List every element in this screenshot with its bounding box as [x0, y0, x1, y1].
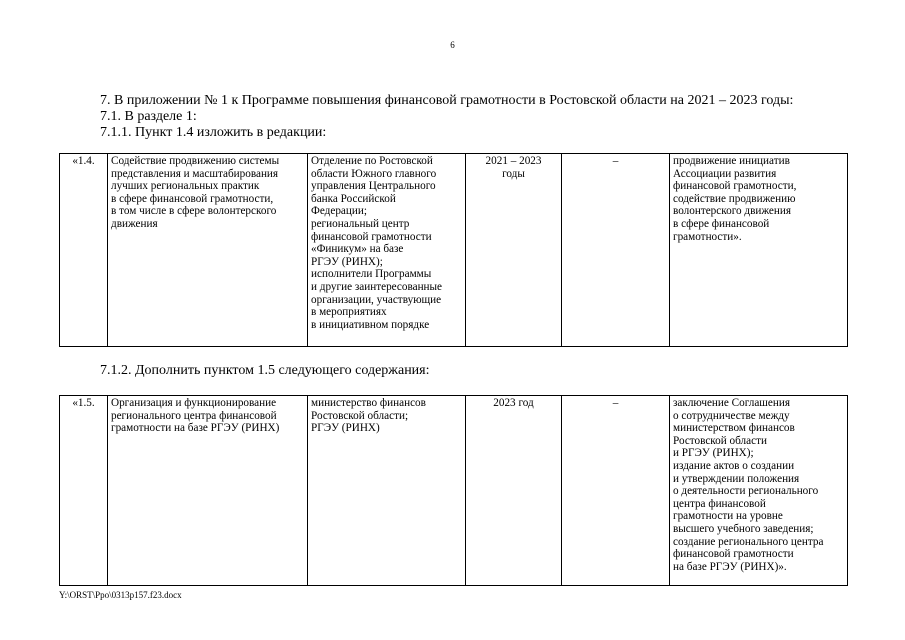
- paragraph-7-1-2: 7.1.2. Дополнить пунктом 1.5 следующего содержания:: [100, 363, 430, 378]
- finance-cell: –: [562, 154, 670, 347]
- activity-cell: Содействие продвижению системы представления и масштабирования лучших региональных практик в сфере финансовой грамотности, в том числе в сфере волонтерского движения: [108, 154, 308, 347]
- executors-cell: Отделение по Ростовской области Южного главного управления Центрального банка Российской Федерации; региональный центр финансовой грамотности «Финикум» на базе РГЭУ (РИНХ); исполнители Программы и другие заинтересованные организации, участвующие в мероприятиях в инициативном порядке: [308, 154, 466, 347]
- activity-cell: Организация и функционирование регионального центра финансовой грамотности на базе РГЭУ (РИНХ): [108, 396, 308, 586]
- period-cell: 2023 год: [466, 396, 562, 586]
- page-number: 6: [450, 40, 455, 50]
- paragraph-7: 7. В приложении № 1 к Программе повышения финансовой грамотности в Ростовской области на 2021 – 2023 годы:: [100, 93, 794, 108]
- result-cell: продвижение инициатив Ассоциации развития финансовой грамотности, содействие продвижению волонтерского движения в сфере финансовой грамотности».: [670, 154, 848, 347]
- paragraph-7-1: 7.1. В разделе 1:: [100, 109, 197, 124]
- executors-cell: министерство финансов Ростовской области; РГЭУ (РИНХ): [308, 396, 466, 586]
- result-cell: заключение Соглашения о сотрудничестве между министерством финансов Ростовской области и РГЭУ (РИНХ); издание актов о создании и утверждении положения о деятельности регионального центра финансовой грамотности на уровне высшего учебного заведения; создание регионального центра финансовой грамотности на базе РГЭУ (РИНХ)».: [670, 396, 848, 586]
- table-item-1-4: [59, 153, 848, 347]
- period-cell: 2021 – 2023 годы: [466, 154, 562, 347]
- item-number: «1.5.: [60, 396, 108, 586]
- item-number: «1.4.: [60, 154, 108, 347]
- finance-cell: –: [562, 396, 670, 586]
- table-row: [60, 396, 848, 586]
- paragraph-7-1-1: 7.1.1. Пункт 1.4 изложить в редакции:: [100, 125, 327, 140]
- table-item-1-5: [59, 395, 848, 586]
- table-row: [60, 154, 848, 347]
- footer-file-path: Y:\ORST\Ppo\0313p157.f23.docx: [59, 590, 182, 600]
